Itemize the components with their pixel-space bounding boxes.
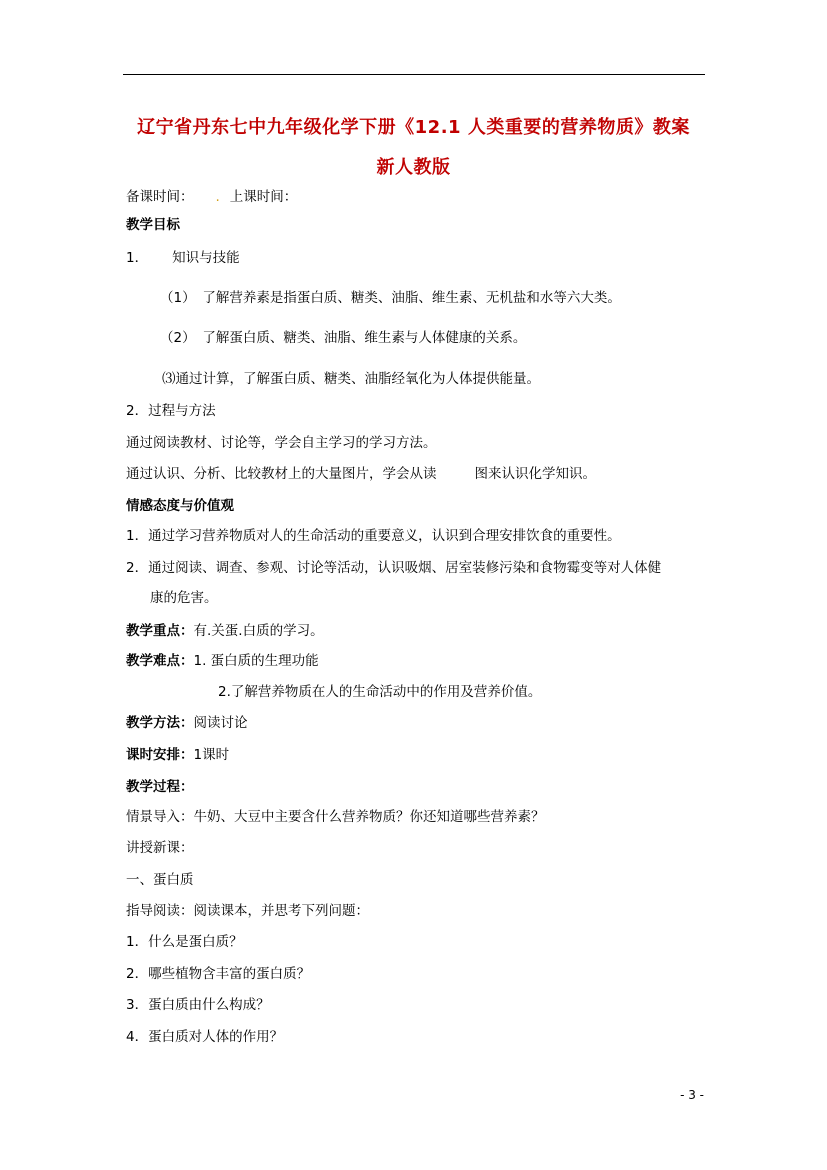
difficulty-2: 2.了解营养物质在人的生命活动中的作用及营养价值。 [218, 684, 542, 700]
key-point [126, 622, 324, 640]
knowledge-item-2: （2） 了解蛋白质、糖类、油脂、维生素与人体健康的关系。 [160, 330, 527, 346]
process-method-2a: 通过认识、分析、比较教材上的大量图片，学会从读 [126, 466, 437, 482]
knowledge-item-3: ⑶通过计算，了解蛋白质、糖类、油脂经氧化为人体提供能量。 [162, 371, 540, 387]
difficulty-1 [126, 652, 319, 670]
section-protein: 一、蛋白质 [126, 872, 194, 888]
goals-heading: 教学目标 [126, 217, 180, 233]
process-method-1: 通过阅读教材、讨论等，学会自主学习的学习方法。 [126, 435, 437, 451]
schedule [126, 746, 229, 764]
lecture-label: 讲授新课： [126, 840, 194, 856]
key-label: 教学重点： [126, 623, 194, 639]
prep-dot: . [215, 189, 220, 205]
process-heading: 教学过程： [126, 779, 194, 795]
question-1: 1．什么是蛋白质？ [126, 934, 243, 950]
knowledge-item-1: （1） 了解营养素是指蛋白质、糖类、油脂、维生素、无机盐和水等六大类。 [160, 290, 621, 306]
knowledge-num: 1． [126, 250, 149, 266]
knowledge-title: 知识与技能 [172, 250, 240, 266]
key-text: 有.关蛋.白质的学习。 [193, 623, 324, 639]
emotion-item-2b: 康的危害。 [150, 590, 218, 606]
scene-intro: 情景导入：牛奶、大豆中主要含什么营养物质？你还知道哪些营养素？ [126, 809, 545, 825]
page-number: - 3 - [680, 1088, 704, 1102]
question-3: 3．蛋白质由什么构成？ [126, 997, 270, 1013]
method-text: 阅读讨论 [193, 715, 248, 731]
class-time: 上课时间： [229, 189, 298, 205]
emotion-heading: 情感态度与价值观 [126, 498, 234, 514]
doc-title-line2: 新人教版 [376, 157, 451, 178]
emotion-item-2a: 2．通过阅读、调查、参观、讨论等活动，认识吸烟、居室装修污染和食物霉变等对人体健 [126, 560, 662, 576]
question-4: 4．蛋白质对人体的作用？ [126, 1029, 284, 1045]
prep-time: 备课时间： [126, 189, 194, 205]
knowledge-line [126, 249, 240, 267]
process-method-title: 2．过程与方法 [126, 403, 216, 419]
header-rule [123, 74, 705, 75]
difficulty-text-1: 1. 蛋白质的生理功能 [193, 653, 319, 669]
guided-reading: 指导阅读：阅读课本，并思考下列问题： [126, 903, 369, 919]
process-method-2b: 图来认识化学知识。 [474, 466, 596, 482]
method-label: 教学方法： [126, 715, 194, 731]
emotion-item-1: 1．通过学习营养物质对人的生命活动的重要意义，认识到合理安排饮食的重要性。 [126, 528, 621, 544]
difficulty-label: 教学难点： [126, 653, 194, 669]
method [126, 714, 248, 732]
process-method-2 [126, 465, 596, 483]
question-2: 2．哪些植物含丰富的蛋白质？ [126, 966, 311, 982]
meta-line [126, 188, 297, 206]
schedule-label: 课时安排： [126, 747, 194, 763]
doc-title-line1: 辽宁省丹东七中九年级化学下册《12.1 人类重要的营养物质》教案 [137, 117, 690, 138]
schedule-text: 1课时 [193, 747, 230, 763]
